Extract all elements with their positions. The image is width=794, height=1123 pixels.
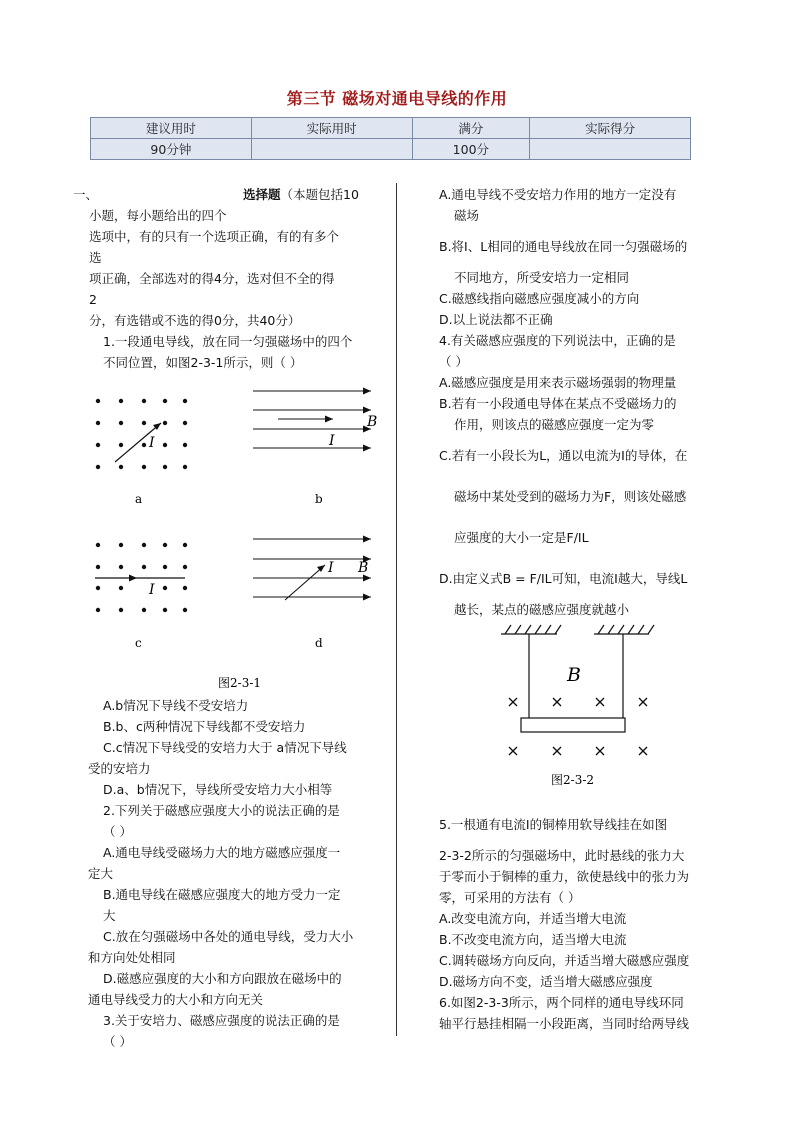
page-title: 第三节 磁场对通电导线的作用 xyxy=(286,89,508,108)
section-intro-line: 选项中，有的只有一个选项正确，有的有多个 xyxy=(89,229,340,244)
current-wire xyxy=(285,565,325,600)
question-stem: 5.一根通有电流I的铜棒用软导线挂在如图 xyxy=(439,817,668,832)
question-stem: 2-3-2所示的匀强磁场中，此时悬线的张力大 xyxy=(439,848,685,863)
field-label: B xyxy=(567,664,581,686)
section-title: 选择题 xyxy=(243,187,281,202)
current-label: I xyxy=(328,560,334,576)
figure-2-3-1 xyxy=(73,375,393,695)
current-label: I xyxy=(329,433,335,449)
copper-rod xyxy=(521,718,625,732)
option: A.改变电流方向，并适当增大电流 xyxy=(439,911,627,926)
section-number: 一、 xyxy=(73,187,99,202)
section-intro-line: 2 xyxy=(89,292,97,307)
option: 定大 xyxy=(88,866,114,881)
ceiling-support-right xyxy=(594,625,654,634)
question-stem: 不同位置，如图2-3-1所示，则（ ） xyxy=(103,355,303,370)
question-stem: （ ） xyxy=(103,824,132,839)
table-cell xyxy=(251,139,412,160)
section-intro-line: 项正确，全部选对的得4分，选对但不全的得 xyxy=(89,271,335,286)
question-stem: （ ） xyxy=(439,354,468,369)
current-label: I xyxy=(149,582,155,598)
option: D.以上说法都不正确 xyxy=(439,312,553,327)
question-stem: 于零而小于铜棒的重力，欲使悬线中的张力为 xyxy=(439,869,690,884)
question-stem: 4.有关磁感应强度的下列说法中，正确的是 xyxy=(439,333,676,348)
table-cell xyxy=(530,139,691,160)
question-stem: 2.下列关于磁感应强度大小的说法正确的是 xyxy=(103,803,340,818)
arrow-icon xyxy=(129,575,137,582)
option: C.磁感线指向磁感应强度减小的方向 xyxy=(439,291,640,306)
option: B.将I、L相同的通电导线放在同一匀强磁场的 xyxy=(439,239,688,254)
section-intro-line: 小题，每小题给出的四个 xyxy=(89,208,227,223)
field-into-page-icon xyxy=(509,747,647,755)
option: B.b、c两种情况下导线都不受安培力 xyxy=(103,719,306,734)
option: 通电导线受力的大小和方向无关 xyxy=(88,992,264,1007)
option: C.c情况下导线受的安培力大于 a情况下导线 xyxy=(103,740,347,755)
option: B.不改变电流方向，适当增大电流 xyxy=(439,932,627,947)
option: D.由定义式B = F/IL可知，电流I越大，导线L xyxy=(439,571,688,586)
option: D.a、b情况下，导线所受安培力大小相等 xyxy=(103,782,333,797)
question-stem: 1.一段通电导线，放在同一匀强磁场中的四个 xyxy=(103,334,353,349)
table-header: 满分 xyxy=(412,118,530,139)
table-header: 实际用时 xyxy=(251,118,412,139)
ceiling-support-left xyxy=(501,625,561,634)
panel-label-b: b xyxy=(315,492,323,506)
table-row xyxy=(91,139,691,160)
right-column xyxy=(439,184,759,1034)
field-label: B xyxy=(358,560,369,576)
option: 受的安培力 xyxy=(88,761,151,776)
field-label: B xyxy=(367,414,378,430)
section-intro-line: （本题包括10 xyxy=(280,187,359,202)
option: 和方向处处相同 xyxy=(88,950,176,965)
option: C.放在匀强磁场中各处的通电导线，受力大小 xyxy=(103,929,354,944)
section-intro-line: 分，有选错或不选的得0分，共40分） xyxy=(89,313,301,328)
option: D.磁场方向不变，适当增大磁感应强度 xyxy=(439,974,653,989)
question-stem: 零，可采用的方法有（ ） xyxy=(439,890,581,905)
section-heading xyxy=(73,184,393,205)
option: A.通电导线受磁场力大的地方磁感应强度一 xyxy=(103,845,341,860)
table-header: 实际得分 xyxy=(530,118,691,139)
section-intro-line: 选 xyxy=(89,250,102,265)
panel-c xyxy=(95,543,187,650)
panel-label-a: a xyxy=(135,492,143,506)
option: D.磁感应强度的大小和方向跟放在磁场中的 xyxy=(103,971,342,986)
field-into-page-icon xyxy=(509,698,647,706)
panel-b xyxy=(253,388,371,452)
option: A.b情况下导线不受安培力 xyxy=(103,698,249,713)
question-stem: 轴平行悬挂相隔一小段距离，当同时给两导线 xyxy=(439,1016,690,1031)
option: B.通电导线在磁感应强度大的地方受力一定 xyxy=(103,887,341,902)
left-column xyxy=(73,184,393,1052)
question-stem: 3.关于安培力、磁感应强度的说法正确的是 xyxy=(103,1013,340,1028)
option: 越长，某点的磁感应强度就越小 xyxy=(454,602,630,617)
arrow-icon xyxy=(325,416,333,423)
current-label: I xyxy=(149,435,155,451)
info-table xyxy=(90,117,691,160)
option: 应强度的大小一定是F/IL xyxy=(454,530,589,545)
option: 磁场中某处受到的磁场力为F，则该处磁感 xyxy=(454,489,687,504)
question-stem: （ ） xyxy=(103,1034,132,1049)
panel-a xyxy=(96,399,187,506)
option: 不同地方，所受安培力一定相同 xyxy=(454,270,630,285)
table-cell: 100分 xyxy=(412,139,530,160)
question-stem: 6.如图2-3-3所示，两个同样的通电导线环同 xyxy=(439,995,684,1010)
table-cell: 90分钟 xyxy=(91,139,252,160)
column-divider xyxy=(396,183,397,1036)
figure-caption: 图2-3-2 xyxy=(551,773,595,787)
figure-caption: 图2-3-1 xyxy=(218,676,262,690)
option: 大 xyxy=(103,908,116,923)
figure-2-3-2 xyxy=(439,624,759,804)
option: 磁场 xyxy=(454,208,480,223)
option: 作用，则该点的磁感应强度一定为零 xyxy=(454,417,655,432)
panel-label-d: d xyxy=(315,636,323,650)
option: C.若有一小段长为L，通以电流为I的导体，在 xyxy=(439,448,688,463)
panel-label-c: c xyxy=(135,636,142,650)
option: B.若有一小段通电导体在某点不受磁场力的 xyxy=(439,396,677,411)
table-header: 建议用时 xyxy=(91,118,252,139)
table-row xyxy=(91,118,691,139)
option: A.通电导线不受安培力作用的地方一定没有 xyxy=(439,187,677,202)
option: C.调转磁场方向反向，并适当增大磁感应强度 xyxy=(439,953,690,968)
panel-d xyxy=(253,536,371,601)
option: A.磁感应强度是用来表示磁场强弱的物理量 xyxy=(439,375,677,390)
